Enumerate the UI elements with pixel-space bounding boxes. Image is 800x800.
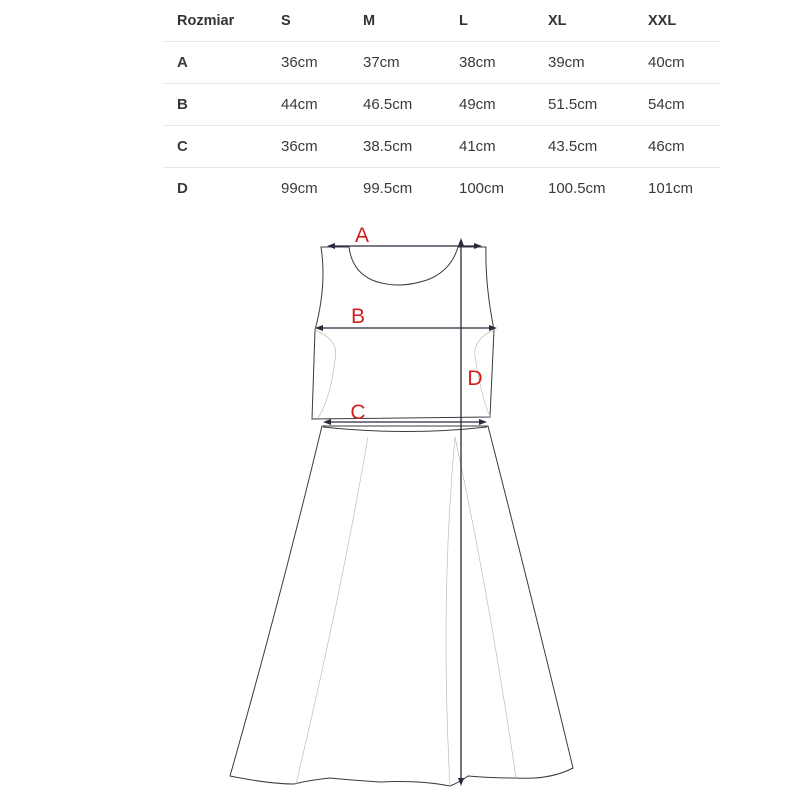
table-cell: 36cm bbox=[267, 126, 349, 168]
column-header-xl: XL bbox=[534, 0, 634, 42]
row-label: A bbox=[163, 42, 267, 84]
dress-skirt-outline bbox=[230, 426, 573, 786]
table-cell: 46cm bbox=[634, 126, 721, 168]
column-header-size: Rozmiar bbox=[163, 0, 267, 42]
row-label: D bbox=[177, 180, 188, 197]
table-cell: 100.5cm bbox=[548, 180, 606, 197]
table-cell: 44cm bbox=[267, 84, 349, 126]
measure-label-b: B bbox=[350, 305, 366, 328]
table-cell: 99cm bbox=[281, 180, 318, 197]
column-header-xxl: XXL bbox=[634, 0, 721, 42]
measure-label-d: D bbox=[467, 367, 483, 390]
column-header-m: M bbox=[349, 0, 445, 42]
table-cell: 46.5cm bbox=[349, 84, 445, 126]
table-cell: 100cm bbox=[459, 180, 505, 197]
table-cell: 49cm bbox=[445, 84, 534, 126]
table-cell: 43.5cm bbox=[534, 126, 634, 168]
row-label: C bbox=[163, 126, 267, 168]
table-cell: 54cm bbox=[634, 84, 721, 126]
table-cell: 39cm bbox=[534, 42, 634, 84]
column-header-l: L bbox=[445, 0, 534, 42]
measure-c bbox=[323, 401, 487, 425]
table-cell: 40cm bbox=[634, 42, 721, 84]
table-cell: 37cm bbox=[349, 42, 445, 84]
row-label: B bbox=[163, 84, 267, 126]
table-cell: 38.5cm bbox=[349, 126, 445, 168]
measure-label-c: C bbox=[350, 401, 366, 424]
table-cell: 36cm bbox=[267, 42, 349, 84]
table-cell: 41cm bbox=[445, 126, 534, 168]
dress-top-outline bbox=[312, 247, 494, 419]
table-cell: 51.5cm bbox=[534, 84, 634, 126]
measure-label-a: A bbox=[354, 224, 370, 247]
table-cell: 101cm bbox=[648, 180, 694, 197]
table-cell: 99.5cm bbox=[363, 180, 413, 197]
measure-b bbox=[315, 305, 497, 331]
table-cell: 38cm bbox=[445, 42, 534, 84]
column-header-s: S bbox=[267, 0, 349, 42]
